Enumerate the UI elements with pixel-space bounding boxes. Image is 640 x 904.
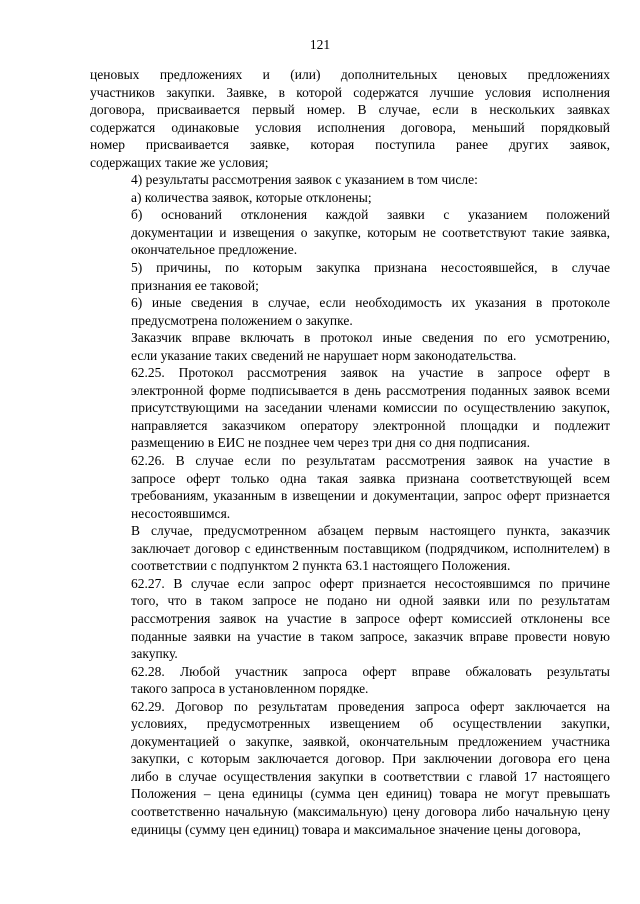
text-line: номер присваивается заявке, которая поступила ранее других заявок, (90, 137, 610, 153)
text-line: заключает договор с единственным поставщиком (подрядчиком, исполнителем) в (131, 540, 610, 556)
text-line: того, что в таком запросе не подано ни одной заявки или по результатам (131, 593, 610, 609)
text-line: закупки, с которым заключается договор. При заключении договора его цена (131, 751, 610, 767)
paragraph (90, 575, 610, 663)
text-line: либо в случае осуществления закупки в соответствии с главой 17 настоящего (131, 768, 610, 784)
text-line: 4) результаты рассмотрения заявок с указанием в том числе: (131, 172, 478, 188)
text-line: присутствующими на заседании членами комиссии по осуществлению закупок, (131, 400, 610, 416)
text-line: Заказчик вправе включать в протокол иные сведения по его усмотрению, (131, 330, 610, 346)
text-line: 62.28. Любой участник запроса оферт вправе обжаловать результаты (131, 663, 610, 679)
text-line: 5) причины, по которым закупка признана несостоявшейся, в случае (131, 260, 610, 276)
paragraph (90, 364, 610, 452)
text-line: 62.25. Протокол рассмотрения заявок на участие в запросе оферт в (131, 365, 610, 381)
paragraph (90, 329, 610, 364)
text-line: Положения – цена единицы (сумма цен единиц) товара не могут превышать (131, 786, 610, 802)
text-line: соответствии с подпунктом 2 пункта 63.1 настоящего Положения. (131, 558, 511, 574)
text-line: участников закупки. Заявке, в которой содержатся лучшие условия исполнения (90, 84, 610, 100)
text-line: электронной форме подписывается в день рассмотрения поданных заявок всеми (131, 382, 610, 398)
text-line: документации и извещения о закупке, которым не соответствуют такие заявка, (131, 224, 610, 240)
text-line: условиях, предусмотренных извещением об осуществлении закупки, (131, 716, 610, 732)
paragraph (90, 206, 610, 259)
text-line: договора, присваивается первый номер. В случае, если в нескольких заявках (90, 102, 610, 118)
text-line: поданные заявки на участие в таком запросе, заказчик вправе провести новую (131, 628, 610, 644)
text-line: несостоявшимся. (131, 505, 231, 521)
text-line: требованиям, указанным в извещении и документации, запрос оферт признается (131, 488, 610, 504)
text-line: б) оснований отклонения каждой заявки с указанием положений (131, 207, 610, 223)
paragraph (90, 171, 610, 189)
text-line: окончательное предложение. (131, 242, 298, 258)
text-line: 6) иные сведения в случае, если необходимость их указания в протоколе (131, 295, 610, 311)
text-line: а) количества заявок, которые отклонены; (131, 189, 372, 205)
text-line: запросе оферт только одна такая заявка признана соответствующей всем (131, 470, 610, 486)
page-number: 121 (309, 37, 331, 52)
text-line: содержащих такие же условия; (90, 154, 269, 170)
text-line: 62.29. Договор по результатам проведения запроса оферт заключается на (131, 698, 610, 714)
text-line: соответственно начальную (максимальную) цену договора либо начальную цену (131, 803, 610, 819)
text-line: если указание таких сведений не нарушает норм законодательства. (131, 347, 517, 363)
document-body (90, 66, 610, 838)
text-line: такого запроса в установленном порядке. (131, 681, 369, 697)
paragraph (90, 452, 610, 522)
text-line: 62.26. В случае если по результатам рассмотрения заявок на участие в (131, 453, 610, 469)
text-line: ценовых предложениях и (или) дополнительных ценовых предложениях (90, 67, 610, 82)
paragraph (90, 66, 610, 171)
text-line: закупку. (131, 646, 178, 662)
text-line: предусмотрена положением о закупке. (131, 312, 353, 328)
paragraph (90, 294, 610, 329)
text-line: 62.27. В случае если запрос оферт признается несостоявшимся по причине (131, 575, 610, 591)
paragraph (90, 522, 610, 575)
paragraph (90, 698, 610, 838)
text-line: размещению в ЕИС не позднее чем через три дня со дня подписания. (131, 435, 531, 451)
text-line: содержатся одинаковые условия исполнения договора, меньший порядковый (90, 119, 610, 135)
text-line: единицы (сумму цен единиц) товара и максимальное значение цены договора, (131, 821, 581, 837)
text-line: направляется заказчиком оператору электронной площадки и подлежит (131, 417, 610, 433)
paragraph (90, 663, 610, 698)
paragraph (90, 259, 610, 294)
paragraph (90, 189, 610, 207)
text-line: рассмотрения заявок на участие в запросе оферт комиссией отклонены все (131, 610, 610, 626)
text-line: документацией о закупке, заявкой, окончательным предложением участника (131, 733, 610, 749)
text-line: В случае, предусмотренном абзацем первым настоящего пункта, заказчик (131, 523, 610, 539)
text-line: признания ее таковой; (131, 277, 259, 293)
